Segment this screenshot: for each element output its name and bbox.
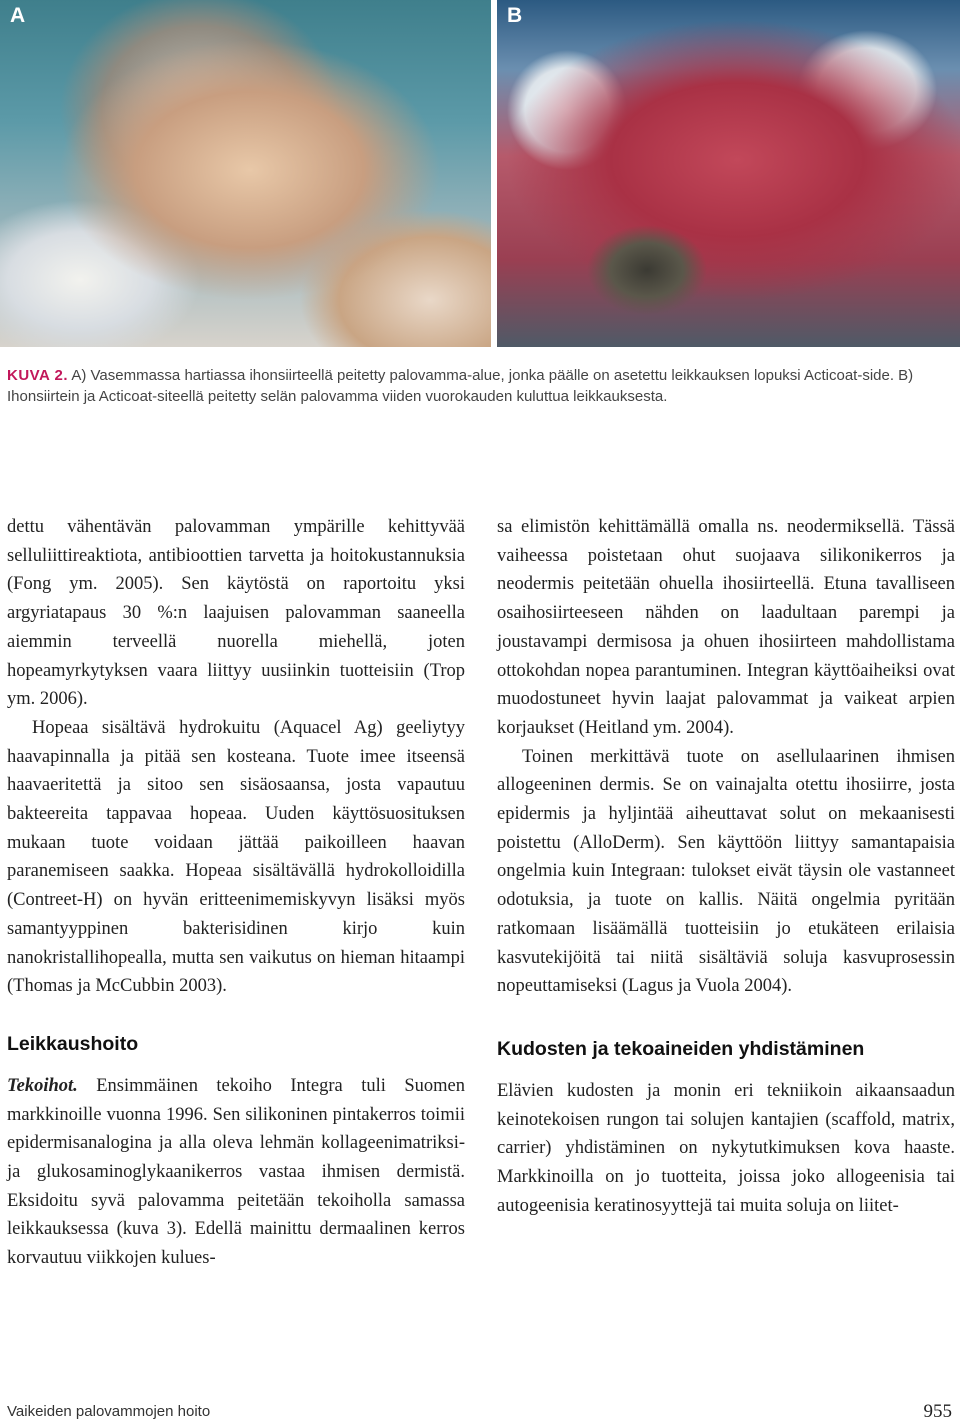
page-number: 955: [923, 1401, 952, 1422]
figure-caption: [7, 365, 957, 407]
left-paragraph-3: [7, 1072, 465, 1273]
left-paragraph-3-text: Ensimmäinen tekoiho Integra tuli Suomen markkinoille vuonna 1996. Sen silikoninen pintakerros toimii epidermisanalogina ja alla oleva lehmän kollageenimatriksi- ja glukosaminoglykaanikerros vastaa ihmisen dermistä. Eksidoitu syvä palovamma peitetään tekoiholla samassa leikkauksessa (kuva 3). Edellä mainittu dermaalinen kerros korvautuu viikkojen kulues-: [7, 1075, 465, 1269]
section-heading-leikkaushoito: Leikkaushoito: [7, 1032, 139, 1055]
section-heading-kudosten: Kudosten ja tekoaineiden yhdistäminen: [497, 1037, 865, 1060]
panel-label-a: A: [10, 4, 26, 27]
right-paragraph-1: sa elimistön kehittämällä omalla ns. neodermiksellä. Tässä vaiheessa poistetaan ohut suojaava silikonikerros ja neodermis peitetään ohuella ihosiirteellä. Etuna tavalliseen osaihosiirteeseen nähden on laadultaan parempi ja joustavampi dermisosa ja ohuen ihosiirteen mahdollistama ottokohdan nopea parantuminen. Integran käyttöaiheiksi ovat muodostuneet hyvin laajat palovammat ja vaikeat arpien korjaukset (Heitland ym. 2004).: [497, 517, 955, 738]
figure-photo-a: [0, 0, 491, 347]
right-paragraph-2: Toinen merkittävä tuote on asellulaarinen ihmisen allogeeninen dermis. Se on vainajalta otettu ihosiirre, josta epidermis ja hyljintää aiheuttavat solut on mekaanisesti poistettu (AlloDerm). Sen käyttöön liittyy samantapaisia ongelmia kuin Integraan: tulokset eivät täysin ole vastanneet odotuksia, ja tuote on kallis. Näitä ongelmia pyritään ratkomaan lisäämällä tuotteisiin jo etukäteen erilaisia kasvutekijöitä tai niitä sisältäviä soluja kasvuprosessin nopeuttamiseksi (Lagus ja Vuola 2004).: [497, 746, 955, 997]
figure-photo-b: [497, 0, 960, 347]
left-column: [7, 513, 465, 1273]
run-in-heading: Tekoihot.: [7, 1075, 78, 1096]
running-footer-title: Vaikeiden palovammojen hoito: [7, 1403, 211, 1420]
caption-label: KUVA 2.: [7, 367, 69, 384]
left-paragraph-1: dettu vähentävän palovamman ympärille kehittyvää selluliittireaktiota, antibioottien tarvetta ja hoitokustannuksia (Fong ym. 2005). Sen käytöstä on raportoitu yksi argyriatapaus 30 %:n laajuisen palovamman saaneella aiemmin terveellä nuorella miehellä, joten hopeamyrkytyksen vaara liittyy uusiinkin tuotteisiin (Trop ym. 2006).: [7, 517, 465, 710]
left-paragraph-2: Hopeaa sisältävä hydrokuitu (Aquacel Ag) geeliytyy haavapinnalla ja pitää sen kosteana. Tuote imee itseensä haavaeritettä ja sitoo sen sisäosaansa, josta vapautuu bakteereita tappavaa hopeaa. Uuden käyttösuosituksen mukaan tuote voidaan jättää paikoilleen haavan paranemiseen saakka. Hopeaa sisältävällä hydrokolloidilla (Contreet-H) on hyvän eritteenimemiskyvyn lisäksi myös samantyyppinen bakterisidinen kirjo kuin nanokristallihopealla, mutta sen vaikutus on hieman hitaampi (Thomas ja McCubbin 2003).: [7, 717, 465, 997]
right-paragraph-3: Elävien kudosten ja monin eri tekniikoin aikaansaadun keinotekoisen rungon tai solujen kantajien (scaffold, matrix, carrier) yhdistäminen on nykytutkimuksen kova haaste. Markkinoilla on jo tuotteita, joissa joko allogeenisia tai autogeenisia keratinosyyttejä tai muita soluja on liitet-: [497, 1080, 955, 1216]
right-column: [497, 513, 955, 1220]
caption-text: A) Vasemmassa hartiassa ihonsiirteellä peitetty palovamma-alue, jonka päälle on asetettu leikkauksen lopuksi Acticoat-side. B) Ihonsiirtein ja Acticoat-siteellä peitetty selän palovamma viiden vuorokauden kuluttua leikkauksesta.: [7, 367, 914, 405]
panel-label-b: B: [507, 4, 523, 27]
